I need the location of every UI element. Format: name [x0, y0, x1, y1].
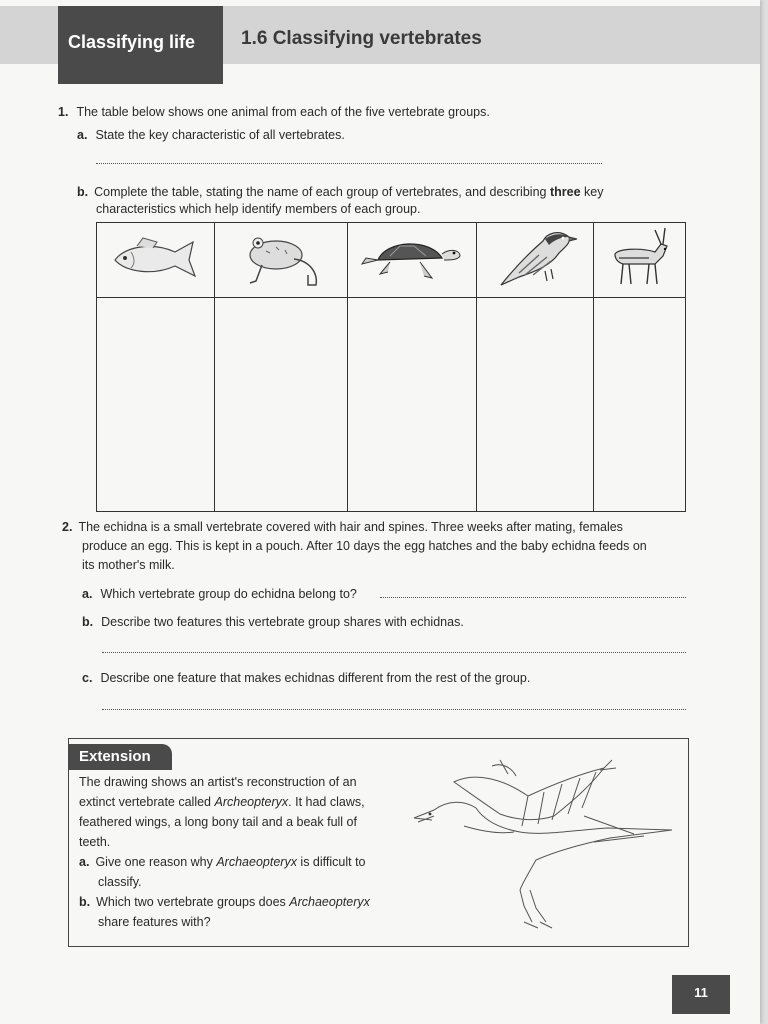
part-label: a.	[79, 855, 90, 869]
turtle-icon	[360, 232, 464, 284]
frog-icon	[236, 227, 326, 289]
question-2a	[82, 586, 382, 603]
question-1a	[77, 127, 677, 144]
page-number: 11	[672, 975, 730, 1014]
emphasis-three: three	[549, 185, 581, 199]
answer-cell[interactable]	[214, 298, 348, 512]
extension-intro	[79, 772, 389, 852]
answer-cell[interactable]	[348, 298, 477, 512]
part-text: State the key characteristic of all vertebrates.	[95, 128, 345, 142]
question-line-3: its mother's milk.	[82, 558, 175, 572]
question-number: 2.	[62, 520, 73, 534]
extension-b	[79, 892, 398, 932]
answer-line[interactable]	[380, 597, 686, 598]
question-2b	[82, 614, 682, 631]
part-label: a.	[77, 128, 88, 142]
intro-text-2: . It had claws, feathered wings, a long bony tail and a beak full of teeth.	[79, 795, 365, 849]
part-text-1: Which two vertebrate groups does	[96, 895, 290, 909]
table-cell	[97, 223, 215, 298]
vertebrate-table	[96, 222, 686, 512]
part-text-1: Complete the table, stating the name of each group of vertebrates, and describing	[94, 185, 550, 199]
bird-icon	[489, 225, 581, 291]
part-text: Describe one feature that makes echidnas different from the rest of the group.	[100, 671, 531, 685]
question-1	[58, 104, 698, 121]
extension-text	[79, 772, 399, 932]
chapter-tab	[58, 6, 223, 84]
part-label: a.	[82, 587, 93, 601]
intro-text-1: The drawing shows an artist's reconstruction of an extinct vertebrate called	[79, 775, 357, 809]
answer-cell[interactable]	[477, 298, 594, 512]
extension-tab	[68, 744, 172, 770]
part-text-1: Give one reason why	[95, 855, 217, 869]
answer-line[interactable]	[96, 163, 602, 164]
question-line-1: The echidna is a small vertebrate covered with hair and spines. Three weeks after mating, females	[78, 520, 623, 534]
table-row	[97, 223, 686, 298]
part-label: b.	[77, 185, 89, 199]
part-species: Archaeopteryx	[289, 895, 370, 909]
table-cell	[594, 223, 686, 298]
question-line-2: produce an egg. This is kept in a pouch. After 10 days the egg hatches and the baby echidna feeds on	[82, 539, 647, 553]
part-text: Which vertebrate group do echidna belong to?	[100, 587, 357, 601]
part-text-2: key characteristics which help identify members of each group.	[96, 185, 604, 216]
question-1b	[77, 184, 676, 218]
part-label: b.	[79, 895, 91, 909]
answer-cell[interactable]	[594, 298, 686, 512]
extension-title: Extension	[79, 748, 151, 765]
intro-species: Archeopteryx	[214, 795, 289, 809]
question-2	[62, 518, 702, 575]
question-2c	[82, 670, 682, 687]
section-title: 1.6 Classifying vertebrates	[241, 28, 482, 49]
table-row	[97, 298, 686, 512]
table-cell	[214, 223, 348, 298]
part-text-2: is difficult to classify.	[98, 855, 366, 889]
table-cell	[348, 223, 477, 298]
part-text-2: share features with?	[98, 915, 211, 929]
answer-line[interactable]	[102, 652, 686, 653]
part-label: c.	[82, 671, 93, 685]
part-label: b.	[82, 615, 94, 629]
answer-line[interactable]	[102, 709, 686, 710]
part-text: Describe two features this vertebrate group shares with echidnas.	[101, 615, 464, 629]
chapter-title: Classifying life	[68, 32, 196, 52]
part-species: Archaeopteryx	[216, 855, 297, 869]
antelope-icon	[605, 226, 675, 290]
extension-a	[79, 852, 398, 892]
question-text: The table below shows one animal from each of the five vertebrate groups.	[76, 105, 490, 119]
archaeopteryx-drawing	[404, 756, 676, 934]
question-number: 1.	[58, 105, 69, 119]
fish-icon	[109, 234, 201, 282]
table-cell	[477, 223, 594, 298]
answer-cell[interactable]	[97, 298, 215, 512]
